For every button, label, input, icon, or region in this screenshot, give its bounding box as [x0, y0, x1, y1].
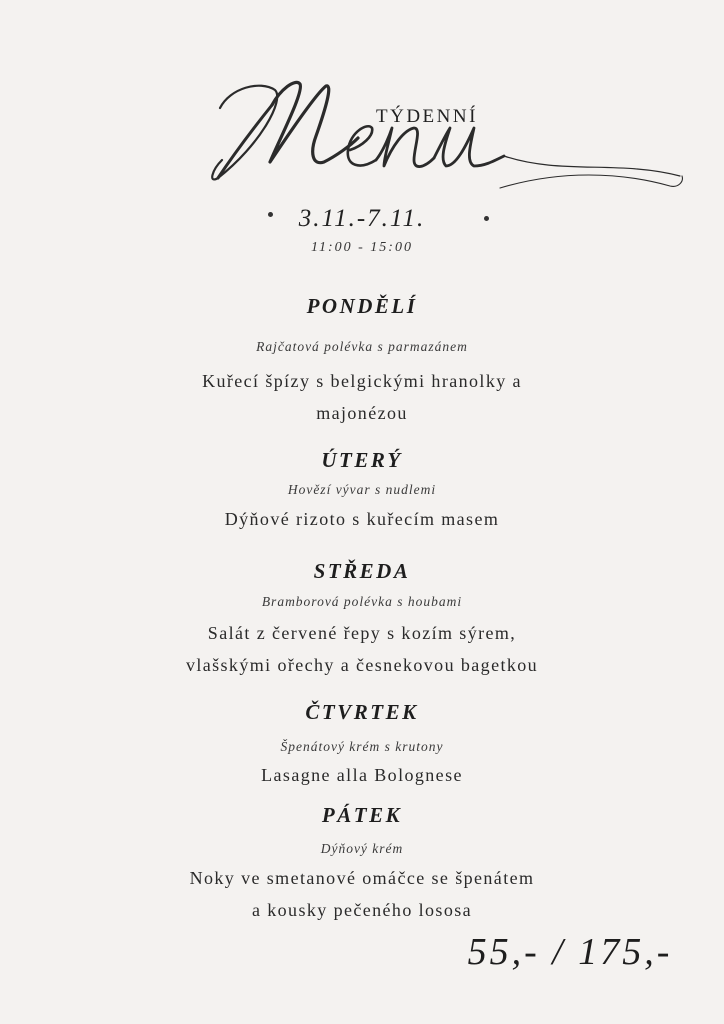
soup-thursday: Špenátový krém s krutony — [280, 739, 444, 754]
day-title-thursday: ČTVRTEK — [305, 700, 419, 724]
soup-tuesday: Hovězí vývar s nudlemi — [287, 482, 437, 497]
main-dish-tuesday-line1: Dýňové rizoto s kuřecím masem — [224, 509, 500, 529]
day-title-monday: PONDĚLÍ — [306, 294, 418, 318]
main-dish-tuesday — [0, 503, 724, 535]
main-dish-friday-line1: Noky ve smetanové omáčce se špenátem — [189, 868, 535, 888]
soup-wednesday: Bramborová polévka s houbami — [261, 594, 463, 609]
menu-script-title-logo — [200, 50, 700, 210]
main-dish-thursday-line1: Lasagne alla Bolognese — [261, 765, 463, 785]
main-dish-friday-line2: a kousky pečeného lososa — [251, 900, 473, 920]
main-dish-monday-line1: Kuřecí špízy s belgickými hranolky a — [202, 371, 522, 391]
main-dish-monday — [0, 365, 724, 429]
soup-friday: Dýňový krém — [320, 841, 404, 856]
main-dish-thursday — [0, 759, 724, 791]
decorative-dot-right — [484, 216, 489, 221]
day-title-tuesday: ÚTERÝ — [321, 448, 403, 472]
date-range: 3.11.-7.11. — [298, 205, 426, 232]
main-dish-friday — [0, 862, 724, 926]
day-title-wednesday: STŘEDA — [313, 559, 411, 583]
opening-hours: 11:00 - 15:00 — [311, 240, 413, 255]
day-title-friday: PÁTEK — [321, 803, 403, 827]
soup-monday: Rajčatová polévka s parmazánem — [256, 339, 468, 354]
main-dish-monday-line2: majonézou — [316, 403, 408, 423]
header-subtitle: TÝDENNÍ — [376, 106, 478, 127]
main-dish-wednesday-line2: vlašskými ořechy a česnekovou bagetkou — [185, 655, 539, 675]
main-dish-wednesday — [0, 617, 724, 681]
menu-header — [0, 0, 724, 210]
main-dish-wednesday-line1: Salát z červené řepy s kozím sýrem, — [207, 623, 517, 643]
price: 55,- / 175,- — [467, 931, 673, 973]
